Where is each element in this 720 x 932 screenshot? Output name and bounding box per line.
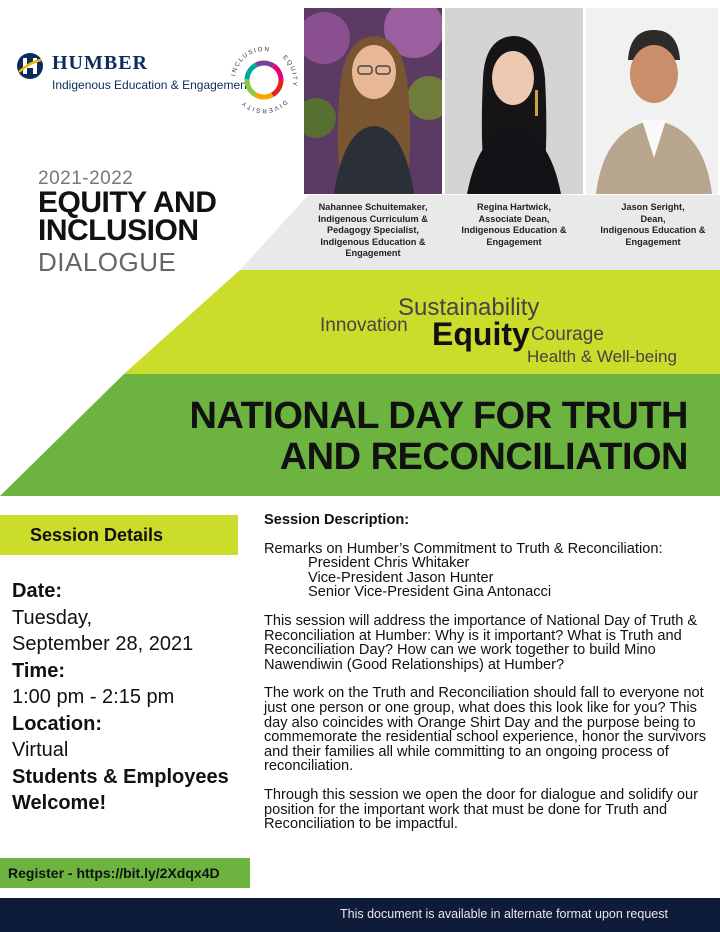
word-innovation: Innovation: [320, 315, 408, 336]
speaker-role-line: Engagement: [345, 248, 401, 258]
speaker-role-line: Dean,: [640, 213, 666, 224]
description-heading: Session Description:: [264, 512, 410, 528]
humber-h-icon: [16, 52, 44, 80]
badge-word-diversity: DIVERSITY: [239, 98, 289, 115]
footer-bar: [0, 898, 720, 932]
date-label: Date:: [12, 580, 63, 602]
speaker-role-line: Pedagogy Specialist,: [327, 225, 419, 235]
headline-line-1: NATIONAL DAY FOR TRUTH: [189, 395, 688, 437]
word-equity: Equity: [432, 316, 530, 352]
svg-text:DIVERSITY: [240, 98, 289, 114]
speaker-role-line: Indigenous Curriculum &: [318, 213, 428, 224]
badge-word-equity: EQUITY: [281, 54, 299, 88]
speaker-caption-2: [445, 202, 583, 248]
remarks-person: Vice-President Jason Hunter: [308, 569, 494, 586]
time-label: Time:: [12, 659, 65, 682]
logo-name: HUMBER: [52, 52, 148, 74]
description-paragraph-3: Through this session we open the door for dialogue and solidify our position for the important work that must be done for Truth and Reconciliation to be impactful.: [264, 786, 699, 833]
welcome-line-1: Students & Employees: [12, 765, 229, 788]
speaker-photo-1: [304, 8, 442, 194]
speaker-role-line: Engagement: [486, 236, 542, 247]
date-line-2: September 28, 2021: [12, 633, 194, 655]
speaker-caption-3: [584, 202, 720, 248]
speaker-role-line: Associate Dean,: [478, 213, 550, 224]
speaker-name: Nahannee Schuitemaker,: [318, 202, 428, 212]
remarks-person: President Chris Whitaker: [308, 555, 470, 572]
location-value: Virtual: [12, 739, 69, 761]
date-line-1: Tuesday,: [12, 606, 93, 629]
speaker-name: Regina Hartwick,: [476, 202, 552, 212]
time-value: 1:00 pm - 2:15 pm: [12, 686, 175, 708]
equity-diversity-inclusion-badge: [228, 44, 300, 116]
remarks-intro: Remarks on Humber’s Commitment to Truth & Reconciliation:: [264, 540, 663, 557]
description-paragraph-1: This session will address the importance of National Day of Truth & Reconciliation at Humber: Why is it important? What is Truth and Reconciliation Day? How can we work together to build Mino Nawendiwin (Good Relationships) at Humber?: [264, 612, 698, 673]
speaker-role-line: Indigenous Education &: [600, 225, 706, 235]
footer-text: This document is available in alternate format upon request: [340, 907, 668, 921]
speaker-photo-2: [445, 8, 583, 194]
session-details-tab: [0, 515, 238, 555]
word-sustainability: Sustainability: [398, 294, 540, 321]
logo-subtitle: Indigenous Education & Engagement: [52, 78, 251, 92]
speaker-role-line: Indigenous Education &: [461, 225, 567, 235]
title-line-1: EQUITY AND: [38, 186, 217, 219]
location-label: Location:: [12, 712, 102, 735]
register-link[interactable]: Register - https://bit.ly/2Xdqx4D: [8, 865, 220, 881]
speaker-photo-3: [586, 8, 718, 194]
title-line-2: INCLUSION: [38, 214, 199, 247]
title-year: 2021-2022: [38, 168, 134, 189]
welcome-line-2: Welcome!: [12, 792, 107, 814]
word-courage: Courage: [531, 324, 604, 345]
session-details: [12, 578, 252, 817]
speaker-role-line: Engagement: [625, 236, 681, 247]
event-headline: [190, 396, 689, 478]
word-health: Health & Well-being: [527, 347, 677, 366]
session-description: [264, 513, 712, 846]
speaker-role-line: Indigenous Education &: [320, 236, 426, 247]
headline-line-2: AND RECONCILIATION: [279, 436, 688, 478]
speaker-name: Jason Seright,: [621, 202, 685, 212]
title-line-3: DIALOGUE: [38, 247, 177, 277]
register-banner[interactable]: [0, 858, 250, 888]
remarks-person: Senior Vice-President Gina Antonacci: [308, 584, 552, 601]
session-details-label: Session Details: [30, 525, 164, 545]
humber-logo: [16, 48, 251, 92]
description-paragraph-2: The work on the Truth and Reconciliation should fall to everyone not just one person or one group, what does this look like for you? This day also coincides with Orange Shirt Day and the purpose being to commemorate the residential school experience, honor the survivors and their families all while committing to an ongoing process of reconciliation.: [264, 685, 707, 775]
speaker-caption-1: [304, 202, 442, 260]
svg-text:EQUITY: [281, 54, 298, 88]
badge-word-inclusion: INCLUSION: [230, 45, 271, 77]
